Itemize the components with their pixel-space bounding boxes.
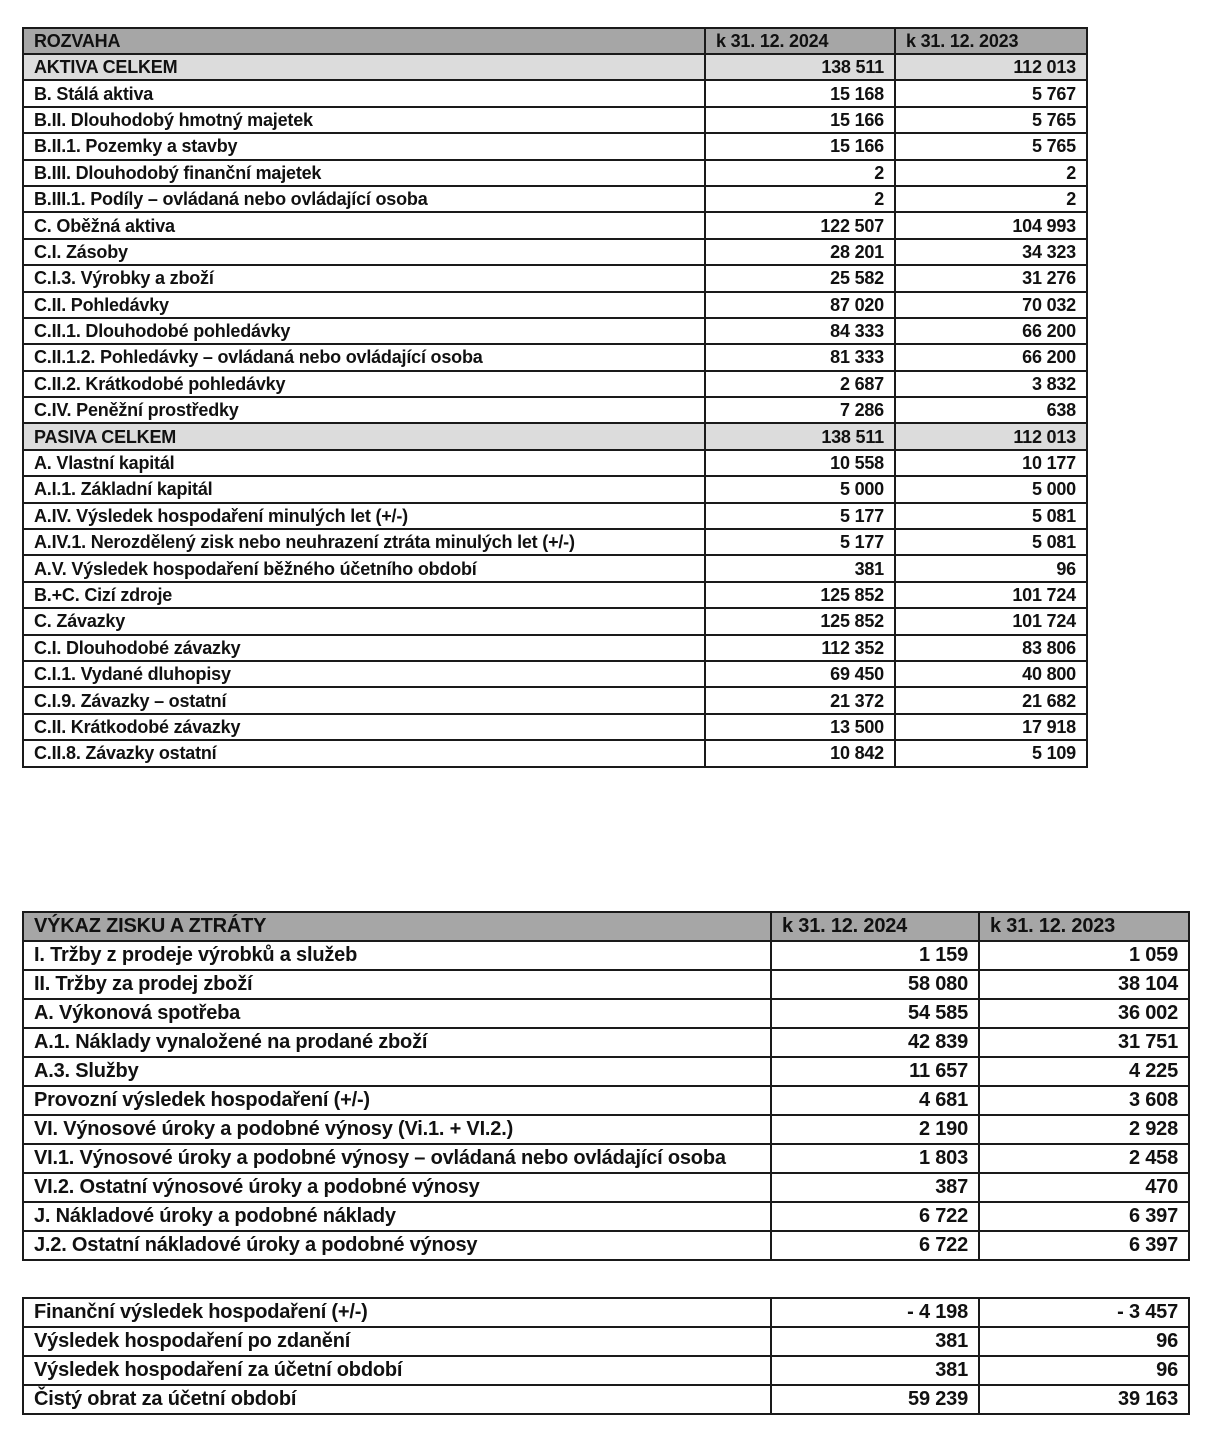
table-row bbox=[23, 1298, 1189, 1327]
value-2023: 96 bbox=[895, 555, 1087, 581]
value-2023: 36 002 bbox=[979, 999, 1189, 1028]
value-2023: 2 928 bbox=[979, 1115, 1189, 1144]
balance-sheet-header-row bbox=[23, 28, 1087, 54]
value-2024: 5 000 bbox=[705, 476, 895, 502]
value-2023: - 3 457 bbox=[979, 1298, 1189, 1327]
table-row bbox=[23, 970, 1189, 999]
table-row bbox=[23, 687, 1087, 713]
row-label: A.IV. Výsledek hospodaření minulých let (+/-) bbox=[23, 503, 705, 529]
value-2024: 21 372 bbox=[705, 687, 895, 713]
value-2023: 638 bbox=[895, 397, 1087, 423]
row-label: Výsledek hospodaření za účetní období bbox=[23, 1356, 771, 1385]
value-2024: 58 080 bbox=[771, 970, 979, 999]
row-label: C. Závazky bbox=[23, 608, 705, 634]
value-2023: 31 276 bbox=[895, 265, 1087, 291]
row-label: C.I. Zásoby bbox=[23, 239, 705, 265]
value-2023: 5 109 bbox=[895, 740, 1087, 766]
value-2024: 2 190 bbox=[771, 1115, 979, 1144]
table-row bbox=[23, 212, 1087, 238]
income-statement-summary-table bbox=[22, 1297, 1190, 1415]
value-2024: 125 852 bbox=[705, 608, 895, 634]
value-2023: 6 397 bbox=[979, 1202, 1189, 1231]
balance-sheet-title: ROZVAHA bbox=[23, 28, 705, 54]
value-2023: 17 918 bbox=[895, 714, 1087, 740]
table-row bbox=[23, 397, 1087, 423]
table-row bbox=[23, 503, 1087, 529]
value-2024: 11 657 bbox=[771, 1057, 979, 1086]
income-statement-title: VÝKAZ ZISKU A ZTRÁTY bbox=[23, 912, 771, 941]
table-row bbox=[23, 1202, 1189, 1231]
table-row bbox=[23, 1115, 1189, 1144]
table-row bbox=[23, 582, 1087, 608]
table-row bbox=[23, 450, 1087, 476]
value-2024: 15 166 bbox=[705, 107, 895, 133]
value-2023: 3 608 bbox=[979, 1086, 1189, 1115]
value-2024: 381 bbox=[771, 1327, 979, 1356]
table-row bbox=[23, 186, 1087, 212]
row-label: B. Stálá aktiva bbox=[23, 80, 705, 106]
table-row bbox=[23, 608, 1087, 634]
value-2023: 66 200 bbox=[895, 318, 1087, 344]
row-label: C.II.1.2. Pohledávky – ovládaná nebo ovládající osoba bbox=[23, 344, 705, 370]
value-2023: 70 032 bbox=[895, 292, 1087, 318]
table-row bbox=[23, 635, 1087, 661]
value-2023: 2 bbox=[895, 186, 1087, 212]
row-label: A. Výkonová spotřeba bbox=[23, 999, 771, 1028]
value-2024: 138 511 bbox=[705, 423, 895, 449]
row-label: Provozní výsledek hospodaření (+/-) bbox=[23, 1086, 771, 1115]
row-label: A.3. Služby bbox=[23, 1057, 771, 1086]
table-row bbox=[23, 1173, 1189, 1202]
table-row bbox=[23, 529, 1087, 555]
row-label: AKTIVA CELKEM bbox=[23, 54, 705, 80]
row-label: Finanční výsledek hospodaření (+/-) bbox=[23, 1298, 771, 1327]
table-row bbox=[23, 265, 1087, 291]
row-label: C.II. Pohledávky bbox=[23, 292, 705, 318]
value-2023: 112 013 bbox=[895, 54, 1087, 80]
row-label: I. Tržby z prodeje výrobků a služeb bbox=[23, 941, 771, 970]
value-2024: 4 681 bbox=[771, 1086, 979, 1115]
value-2024: 112 352 bbox=[705, 635, 895, 661]
value-2023: 21 682 bbox=[895, 687, 1087, 713]
row-label: B.+C. Cizí zdroje bbox=[23, 582, 705, 608]
total-row bbox=[23, 54, 1087, 80]
row-label: Výsledek hospodaření po zdanění bbox=[23, 1327, 771, 1356]
value-2024: 381 bbox=[771, 1356, 979, 1385]
value-2024: 6 722 bbox=[771, 1202, 979, 1231]
value-2024: 5 177 bbox=[705, 503, 895, 529]
value-2023: 5 767 bbox=[895, 80, 1087, 106]
value-2024: 54 585 bbox=[771, 999, 979, 1028]
table-row bbox=[23, 1385, 1189, 1414]
value-2024: 122 507 bbox=[705, 212, 895, 238]
row-label: A.IV.1. Nerozdělený zisk nebo neuhrazení ztráta minulých let (+/-) bbox=[23, 529, 705, 555]
table-row bbox=[23, 740, 1087, 766]
row-label: PASIVA CELKEM bbox=[23, 423, 705, 449]
value-2023: 96 bbox=[979, 1356, 1189, 1385]
column-header-2024: k 31. 12. 2024 bbox=[771, 912, 979, 941]
row-label: A.V. Výsledek hospodaření běžného účetního období bbox=[23, 555, 705, 581]
value-2024: 7 286 bbox=[705, 397, 895, 423]
row-label: II. Tržby za prodej zboží bbox=[23, 970, 771, 999]
value-2023: 5 081 bbox=[895, 529, 1087, 555]
table-row bbox=[23, 476, 1087, 502]
table-row bbox=[23, 941, 1189, 970]
balance-sheet-table bbox=[22, 27, 1088, 768]
table-row bbox=[23, 999, 1189, 1028]
value-2023: 2 bbox=[895, 160, 1087, 186]
value-2023: 5 081 bbox=[895, 503, 1087, 529]
row-label: VI. Výnosové úroky a podobné výnosy (Vi.1. + VI.2.) bbox=[23, 1115, 771, 1144]
value-2023: 112 013 bbox=[895, 423, 1087, 449]
value-2023: 104 993 bbox=[895, 212, 1087, 238]
row-label: C.IV. Peněžní prostředky bbox=[23, 397, 705, 423]
row-label: VI.1. Výnosové úroky a podobné výnosy – ovládaná nebo ovládající osoba bbox=[23, 1144, 771, 1173]
value-2024: 59 239 bbox=[771, 1385, 979, 1414]
value-2024: 13 500 bbox=[705, 714, 895, 740]
row-label: J.2. Ostatní nákladové úroky a podobné výnosy bbox=[23, 1231, 771, 1260]
value-2023: 5 000 bbox=[895, 476, 1087, 502]
table-row bbox=[23, 1327, 1189, 1356]
row-label: C.I. Dlouhodobé závazky bbox=[23, 635, 705, 661]
column-header-2024: k 31. 12. 2024 bbox=[705, 28, 895, 54]
row-label: J. Nákladové úroky a podobné náklady bbox=[23, 1202, 771, 1231]
table-row bbox=[23, 371, 1087, 397]
row-label: B.III.1. Podíly – ovládaná nebo ovládající osoba bbox=[23, 186, 705, 212]
value-2024: 1 159 bbox=[771, 941, 979, 970]
value-2024: - 4 198 bbox=[771, 1298, 979, 1327]
value-2024: 84 333 bbox=[705, 318, 895, 344]
value-2023: 39 163 bbox=[979, 1385, 1189, 1414]
row-label: C.I.3. Výrobky a zboží bbox=[23, 265, 705, 291]
row-label: B.III. Dlouhodobý finanční majetek bbox=[23, 160, 705, 186]
value-2024: 15 166 bbox=[705, 133, 895, 159]
value-2024: 10 842 bbox=[705, 740, 895, 766]
value-2023: 34 323 bbox=[895, 239, 1087, 265]
table-row bbox=[23, 714, 1087, 740]
row-label: Čistý obrat za účetní období bbox=[23, 1385, 771, 1414]
table-row bbox=[23, 239, 1087, 265]
table-row bbox=[23, 1231, 1189, 1260]
value-2024: 10 558 bbox=[705, 450, 895, 476]
value-2023: 2 458 bbox=[979, 1144, 1189, 1173]
row-label: VI.2. Ostatní výnosové úroky a podobné výnosy bbox=[23, 1173, 771, 1202]
value-2024: 6 722 bbox=[771, 1231, 979, 1260]
row-label: C.I.9. Závazky – ostatní bbox=[23, 687, 705, 713]
table-row bbox=[23, 1028, 1189, 1057]
value-2024: 28 201 bbox=[705, 239, 895, 265]
column-header-2023: k 31. 12. 2023 bbox=[979, 912, 1189, 941]
table-row bbox=[23, 1086, 1189, 1115]
table-row bbox=[23, 133, 1087, 159]
value-2023: 38 104 bbox=[979, 970, 1189, 999]
value-2023: 83 806 bbox=[895, 635, 1087, 661]
table-row bbox=[23, 80, 1087, 106]
table-row bbox=[23, 292, 1087, 318]
row-label: C.II.8. Závazky ostatní bbox=[23, 740, 705, 766]
income-statement-header-row bbox=[23, 912, 1189, 941]
table-row bbox=[23, 160, 1087, 186]
value-2024: 42 839 bbox=[771, 1028, 979, 1057]
value-2024: 81 333 bbox=[705, 344, 895, 370]
value-2024: 25 582 bbox=[705, 265, 895, 291]
value-2023: 5 765 bbox=[895, 107, 1087, 133]
value-2024: 125 852 bbox=[705, 582, 895, 608]
income-statement-table bbox=[22, 911, 1190, 1261]
value-2023: 470 bbox=[979, 1173, 1189, 1202]
value-2023: 101 724 bbox=[895, 582, 1087, 608]
value-2023: 66 200 bbox=[895, 344, 1087, 370]
value-2024: 2 bbox=[705, 160, 895, 186]
value-2024: 87 020 bbox=[705, 292, 895, 318]
value-2024: 2 687 bbox=[705, 371, 895, 397]
value-2023: 5 765 bbox=[895, 133, 1087, 159]
row-label: A.I.1. Základní kapitál bbox=[23, 476, 705, 502]
balance-sheet-body bbox=[23, 54, 1087, 767]
table-row bbox=[23, 1356, 1189, 1385]
value-2023: 10 177 bbox=[895, 450, 1087, 476]
income-statement-body bbox=[23, 941, 1189, 1260]
table-row bbox=[23, 661, 1087, 687]
row-label: C.I.1. Vydané dluhopisy bbox=[23, 661, 705, 687]
column-header-2023: k 31. 12. 2023 bbox=[895, 28, 1087, 54]
value-2023: 6 397 bbox=[979, 1231, 1189, 1260]
table-row bbox=[23, 1057, 1189, 1086]
total-row bbox=[23, 423, 1087, 449]
row-label: B.II.1. Pozemky a stavby bbox=[23, 133, 705, 159]
value-2023: 96 bbox=[979, 1327, 1189, 1356]
row-label: C.II.2. Krátkodobé pohledávky bbox=[23, 371, 705, 397]
value-2023: 31 751 bbox=[979, 1028, 1189, 1057]
row-label: C.II. Krátkodobé závazky bbox=[23, 714, 705, 740]
value-2023: 3 832 bbox=[895, 371, 1087, 397]
table-row bbox=[23, 318, 1087, 344]
value-2024: 15 168 bbox=[705, 80, 895, 106]
value-2024: 387 bbox=[771, 1173, 979, 1202]
table-row bbox=[23, 1144, 1189, 1173]
row-label: C. Oběžná aktiva bbox=[23, 212, 705, 238]
value-2024: 138 511 bbox=[705, 54, 895, 80]
value-2024: 5 177 bbox=[705, 529, 895, 555]
row-label: A. Vlastní kapitál bbox=[23, 450, 705, 476]
row-label: C.II.1. Dlouhodobé pohledávky bbox=[23, 318, 705, 344]
value-2023: 4 225 bbox=[979, 1057, 1189, 1086]
value-2024: 381 bbox=[705, 555, 895, 581]
table-row bbox=[23, 107, 1087, 133]
income-statement-summary-body bbox=[23, 1298, 1189, 1414]
value-2023: 101 724 bbox=[895, 608, 1087, 634]
table-row bbox=[23, 344, 1087, 370]
value-2023: 40 800 bbox=[895, 661, 1087, 687]
value-2024: 1 803 bbox=[771, 1144, 979, 1173]
table-row bbox=[23, 555, 1087, 581]
value-2024: 69 450 bbox=[705, 661, 895, 687]
value-2023: 1 059 bbox=[979, 941, 1189, 970]
value-2024: 2 bbox=[705, 186, 895, 212]
row-label: A.1. Náklady vynaložené na prodané zboží bbox=[23, 1028, 771, 1057]
row-label: B.II. Dlouhodobý hmotný majetek bbox=[23, 107, 705, 133]
